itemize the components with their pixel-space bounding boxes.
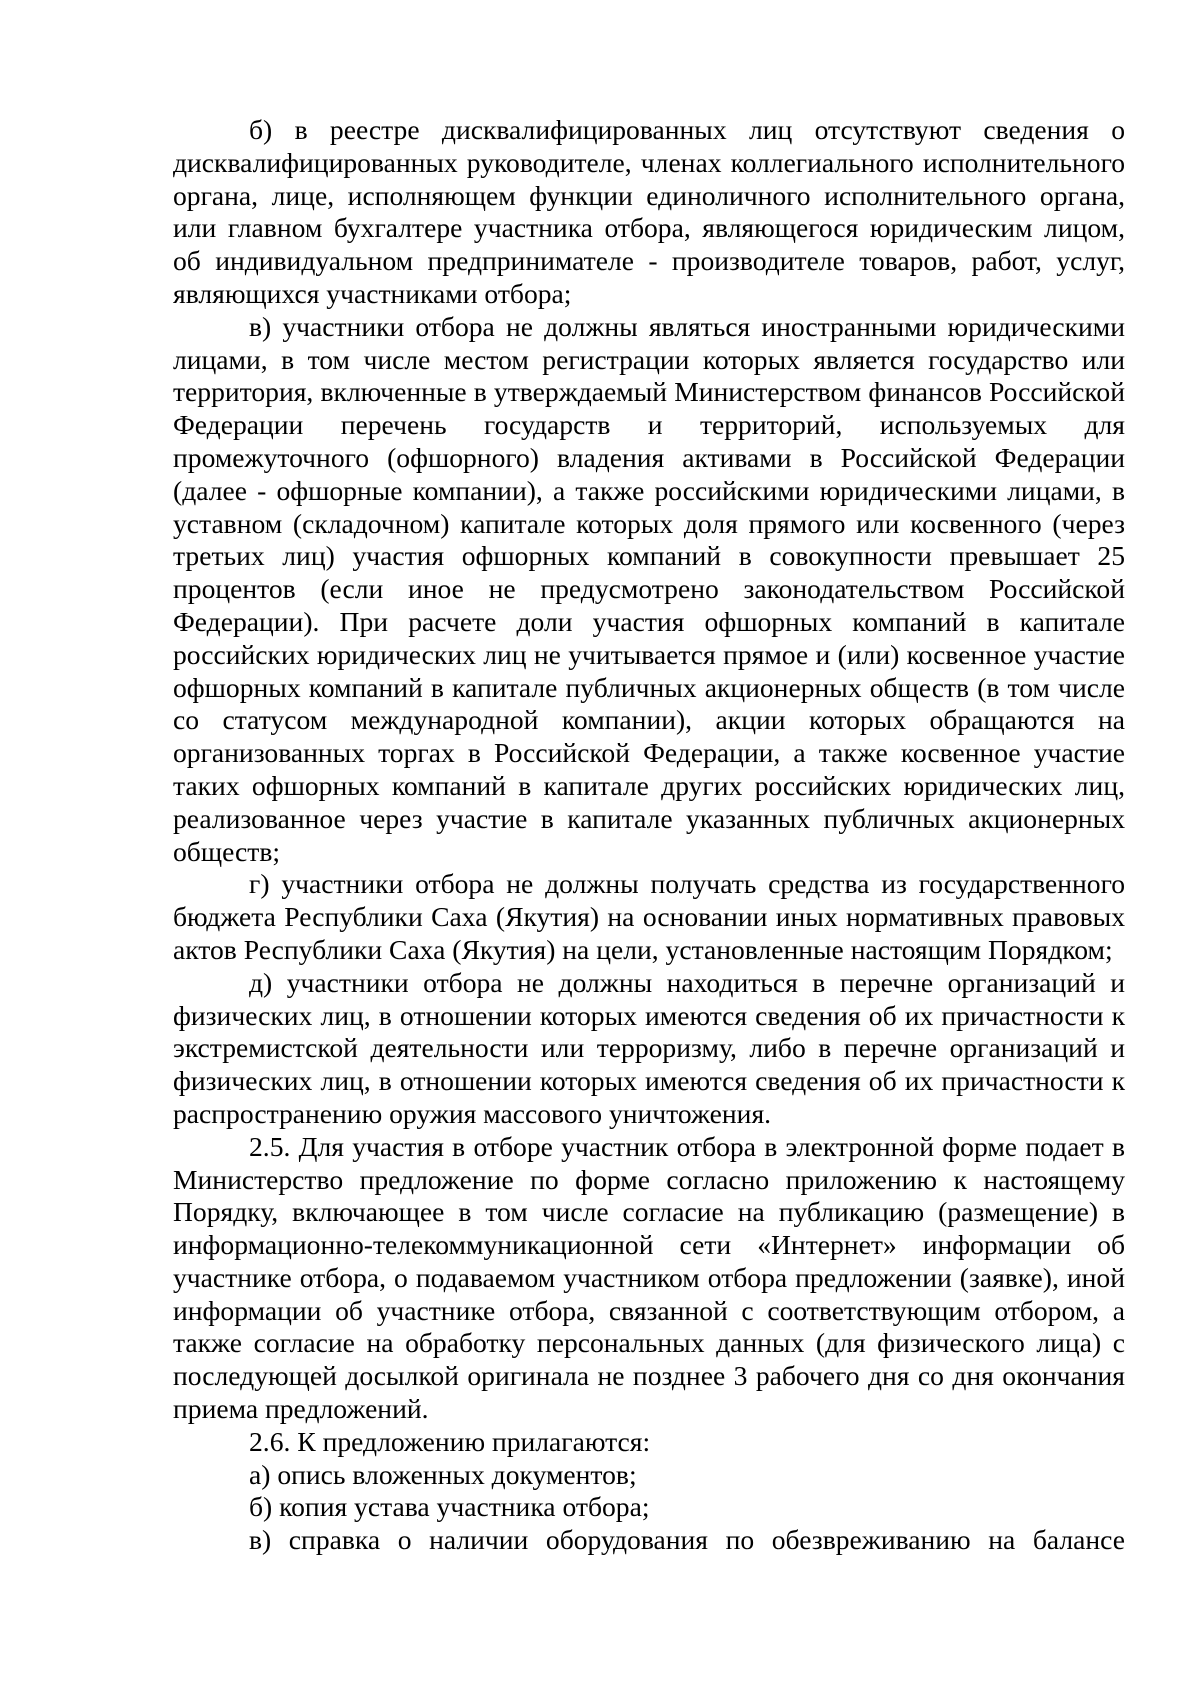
paragraph-2-6-attachments: 2.6. К предложению прилагаются: [249,1425,651,1457]
paragraph-item-g-budget-funds: г) участники отбора не должны получать средства из государственного бюджета Республики Саха (Якутия) на основании иных нормативных правовых актов Республики Саха (Якутия) на цели, установленные настоящим Порядком; [173,868,1125,965]
list-item-a-inventory: а) опись вложенных документов; [249,1458,637,1490]
paragraph-item-b-disqualified: б) в реестре дисквалифицированных лиц отсутствуют сведения о дисквалифицированных руководителе, членах коллегиального исполнительного органа, лице, исполняющем функции единоличного исполнительного органа, или главном бухгалтере участника отбора, являющегося юридическим лицом, об индивидуальном предпринимателе - производителе товаров, работ, услуг, являющихся участниками отбора; [173,114,1125,309]
paragraph-2-5-application: 2.5. Для участия в отборе участник отбора в электронной форме подает в Министерство предложение по форме согласно приложению к настоящему Порядку, включающее в том числе согласие на публикацию (размещение) в информационно-телекоммуникационной сети «Интернет» информации об участнике отбора, о подаваемом участником отбора предложении (заявке), иной информации об участнике отбора, связанной с соответствующим отбором, а также согласие на обработку персональных данных (для физического лица) с последующей досылкой оригинала не позднее 3 рабочего дня со дня окончания приема предложений. [173,1130,1125,1425]
paragraph-item-v-foreign-entities: в) участники отбора не должны являться иностранными юридическими лицами, в том числе местом регистрации которых является государство или территория, включенные в утверждаемый Министерством финансов Российской Федерации перечень государств и территорий, используемых для промежуточного (офшорного) владения активами в Российской Федерации (далее - офшорные компании), а также российскими юридическими лицами, в уставном (складочном) капитале которых доля прямого или косвенного (через третьих лиц) участия офшорных компаний в совокупности превышает 25 процентов (если иное не предусмотрено законодательством Российской Федерации). При расчете доли участия офшорных компаний в капитале российских юридических лиц не учитывается прямое и (или) косвенное участие офшорных компаний в капитале публичных акционерных обществ (в том числе со статусом международной компании), акции которых обращаются на организованных торгах в Российской Федерации, а также косвенное участие таких офшорных компаний в капитале других российских юридических лиц, реализованное через участие в капитале указанных публичных акционерных обществ; [173,310,1125,867]
list-item-v-equipment-certificate: в) справка о наличии оборудования по обезвреживанию на балансе [249,1524,1125,1556]
list-item-b-charter-copy: б) копия устава участника отбора; [249,1491,650,1523]
paragraph-item-d-extremism-list: д) участники отбора не должны находиться в перечне организаций и физических лиц, в отношении которых имеются сведения об их причастности к экстремистской деятельности или терроризму, либо в перечне организаций и физических лиц, в отношении которых имеются сведения об их причастности к распространению оружия массового уничтожения. [173,966,1125,1129]
document-page [173,114,1125,1557]
